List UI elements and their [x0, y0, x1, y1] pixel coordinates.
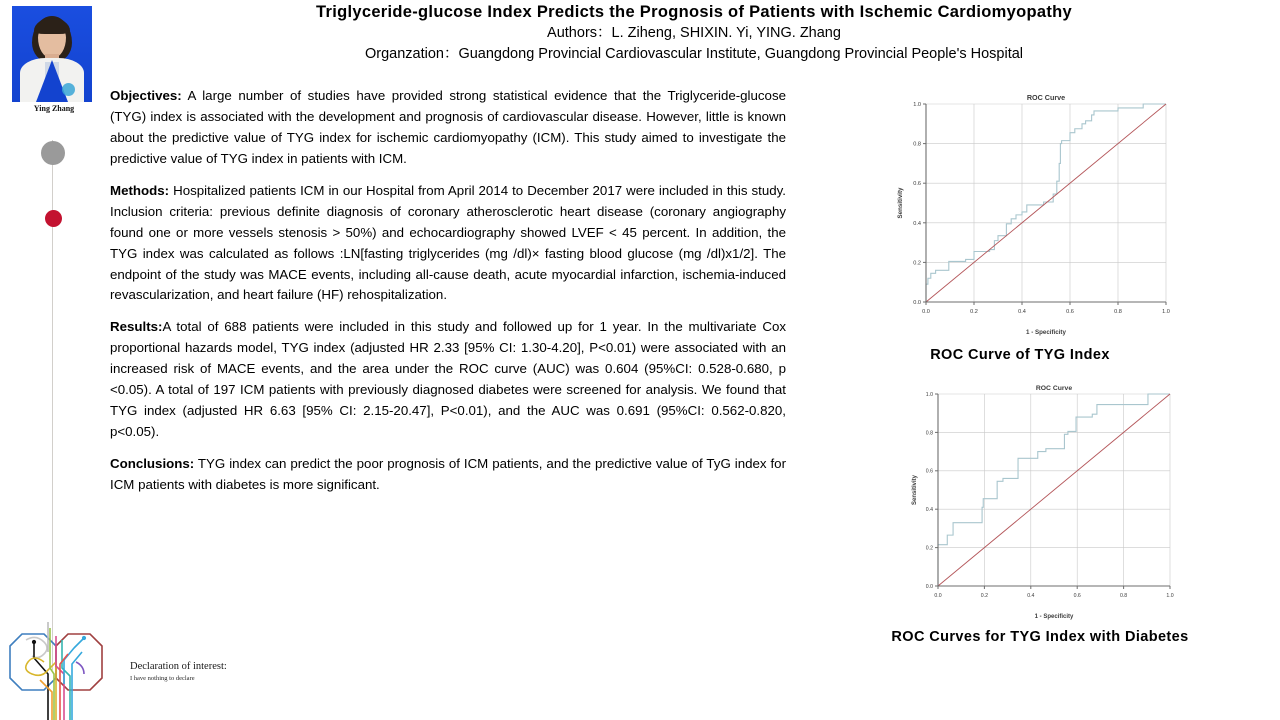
chart2-x-tick-label: 0.4: [1027, 593, 1035, 599]
section-methods: [110, 181, 786, 307]
photo-badge-emblem: [62, 83, 75, 96]
esc-heart-logo: [4, 618, 108, 720]
author-photo: [12, 6, 92, 102]
roc-chart-2: [888, 378, 1178, 620]
chart1-y-tick-label: 0.8: [913, 141, 921, 148]
chart2-x-axis-label: 1 - Specificity: [1034, 614, 1074, 620]
chart2-y-tick-label: 0.6: [925, 468, 933, 475]
poster-header: [110, 2, 1278, 65]
poster-title: Triglyceride-glucose Index Predicts the Prognosis of Patients with Ischemic Cardiomyopathy: [316, 3, 1072, 21]
chart2-x-tick-label: 0.0: [934, 593, 942, 599]
chart1-y-tick-label: 0.2: [913, 260, 921, 267]
chart1-x-tick-label: 0.0: [922, 309, 930, 315]
chart1-x-tick-label: 0.6: [1066, 309, 1074, 315]
chart1-y-axis-label: Sensitivity: [897, 187, 904, 219]
author-photo-caption: Ying Zhang: [33, 104, 75, 113]
section-conclusions-text: TYG index can predict the poor prognosis of ICM patients, and the predictive value of TyG index for ICM patients with diabetes is more significant.: [110, 456, 786, 492]
section-results-label: Results:: [110, 319, 163, 335]
section-results: [110, 317, 786, 443]
chart1-y-tick-label: 0.0: [913, 300, 921, 307]
section-objectives-label: Objectives:: [110, 88, 182, 103]
declaration-of-interest: [130, 661, 227, 682]
roc-chart-2-caption: ROC Curves for TYG Index with Diabetes: [891, 629, 1189, 645]
chart2-y-tick-label: 0.4: [925, 507, 933, 514]
chart1-x-axis-label: 1 - Specificity: [1026, 329, 1066, 336]
section-conclusions-label: Conclusions:: [110, 456, 195, 471]
chart1-y-tick-label: 1.0: [913, 102, 921, 109]
chart2-y-tick-label: 0.2: [925, 545, 933, 552]
chart1-x-tick-label: 0.8: [1114, 309, 1122, 315]
chart2-title: ROC Curve: [1035, 385, 1073, 392]
roc-chart-1: [872, 88, 1172, 336]
section-conclusions: [110, 454, 786, 496]
declaration-statement: I have nothing to declare: [130, 674, 195, 682]
chart2-x-tick-label: 0.6: [1073, 593, 1081, 599]
chart2-y-axis-label: Sensitivity: [912, 474, 918, 506]
chart2-y-tick-label: 1.0: [925, 391, 933, 398]
section-results-text: A total of 688 patients were included in this study and followed up for 1 year. In the multivariate Cox proportional hazards model, TYG index (adjusted HR 2.33 [95% CI: 1.30-4.20], P<0.01) were associated with an increased risk of MACE events, and the area under the ROC curve (AUC) was 0.604 (95%CI: 0.528-0.680, p <0.05). A total of 197 ICM patients with previously diagnosed diabetes were screened for analysis. We found that TYG index (adjusted HR 6.63 [95% CI: 2.15-20.47], P<0.01), and the AUC was 0.691 (95%CI: 0.562-0.820, p<0.05).: [110, 319, 786, 440]
chart2-y-tick-label: 0.8: [925, 430, 933, 437]
section-objectives: [110, 86, 786, 170]
chart2-x-tick-label: 0.2: [980, 593, 989, 599]
declaration-title: Declaration of interest:: [130, 661, 227, 672]
chart1-y-tick-label: 0.6: [913, 181, 921, 188]
timeline-dot-red: [45, 210, 62, 227]
chart2-x-tick-label: 1.0: [1166, 593, 1174, 599]
chart2-y-tick-label: 0.0: [925, 583, 933, 590]
chart2-x-tick-label: 0.8: [1119, 593, 1128, 599]
chart1-title: ROC Curve: [1026, 93, 1066, 102]
section-objectives-text: A large number of studies have provided strong statistical evidence that the Triglyceride-glucose (TYG) index is associated with the development and prognosis of cardiovascular disease. However, little is known about the predictive value of TYG index for ischemic cardiomyopathy (ICM). This study aimed to investigate the predictive value of TYG index in patients with ICM.: [110, 88, 786, 166]
chart1-svg: [872, 88, 1172, 336]
chart1-x-tick-label: 0.4: [1018, 309, 1026, 315]
chart1-x-tick-label: 0.2: [970, 309, 978, 315]
abstract-body: [110, 86, 786, 507]
left-rail: [0, 0, 108, 720]
roc-chart-1-caption: ROC Curve of TYG Index: [930, 347, 1110, 363]
section-methods-label: Methods:: [110, 182, 170, 198]
section-methods-text: Hospitalized patients ICM in our Hospital from April 2014 to December 2017 were included in this study. Inclusion criteria: previous definite diagnosis of coronary atherosclerotic heart disease (coronary angiography found one or more vessels stenosis > 50%) and echocardiography showed LVEF < 45 percent. In addition, the TYG index was calculated as follows :LN[fasting triglycerides (mg /dl)× fasting blood glucose (mg /dl)x1/2]. The endpoint of the study was MACE events, including all-cause death, acute myocardial infarction, ischemia-induced revascularization, and heart failure (HF) rehospitalization.: [110, 182, 786, 303]
poster-authors: Authors：L. Ziheng, SHIXIN. Yi, YING. Zhang: [547, 25, 841, 42]
poster-organization: Organzation：Guangdong Provincial Cardiovascular Institute, Guangdong Provincial People's Hospital: [364, 46, 1024, 63]
photo-collar-left: [36, 60, 52, 102]
chart1-y-tick-label: 0.4: [913, 220, 921, 227]
timeline-dot-gray: [41, 141, 65, 165]
chart2-svg: [888, 378, 1178, 620]
chart1-x-tick-label: 1.0: [1162, 309, 1170, 315]
